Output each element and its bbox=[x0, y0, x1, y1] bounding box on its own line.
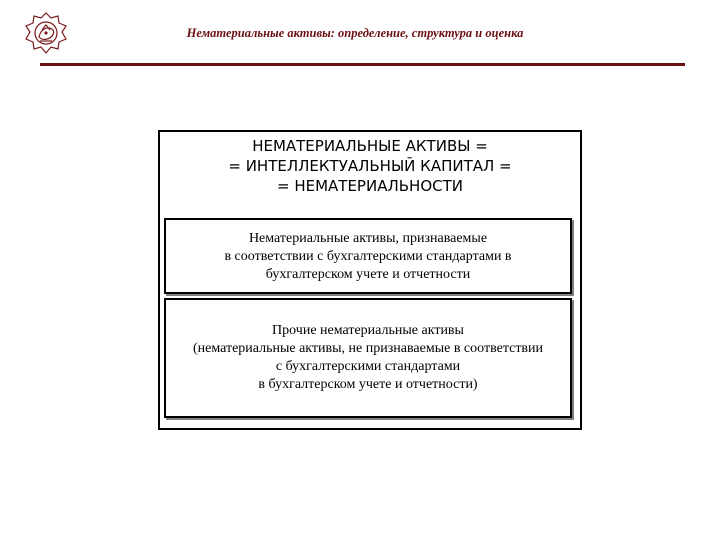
page-title: Нематериальные активы: определение, структура и оценка bbox=[186, 26, 524, 40]
box-text-line: с бухгалтерскими стандартами bbox=[275, 359, 461, 374]
box-text-line: в бухгалтерском учете и отчетности) bbox=[258, 377, 478, 392]
box-text-line: в соответствии с бухгалтерскими стандартами в bbox=[224, 249, 512, 264]
box-text-line: бухгалтерском учете и отчетности bbox=[265, 267, 471, 282]
logo bbox=[22, 10, 70, 56]
box-text-line: Прочие нематериальные активы bbox=[272, 323, 464, 338]
diagram-heading bbox=[160, 136, 580, 196]
heading-line: = ИНТЕЛЛЕКТУАЛЬНЫЙ КАПИТАЛ = bbox=[228, 157, 512, 175]
box-text-line: (нематериальные активы, не признаваемые в соответствии bbox=[192, 341, 544, 356]
box-text-line: Нематериальные активы, признаваемые bbox=[248, 231, 488, 246]
emblem-icon bbox=[22, 10, 70, 56]
heading-line: НЕМАТЕРИАЛЬНЫЕ АКТИВЫ = bbox=[252, 137, 488, 155]
other-assets-box bbox=[164, 298, 572, 418]
intangible-assets-diagram bbox=[158, 130, 582, 430]
recognized-assets-box bbox=[164, 218, 572, 294]
header-divider bbox=[40, 63, 685, 66]
heading-line: = НЕМАТЕРИАЛЬНОСТИ bbox=[277, 177, 463, 195]
